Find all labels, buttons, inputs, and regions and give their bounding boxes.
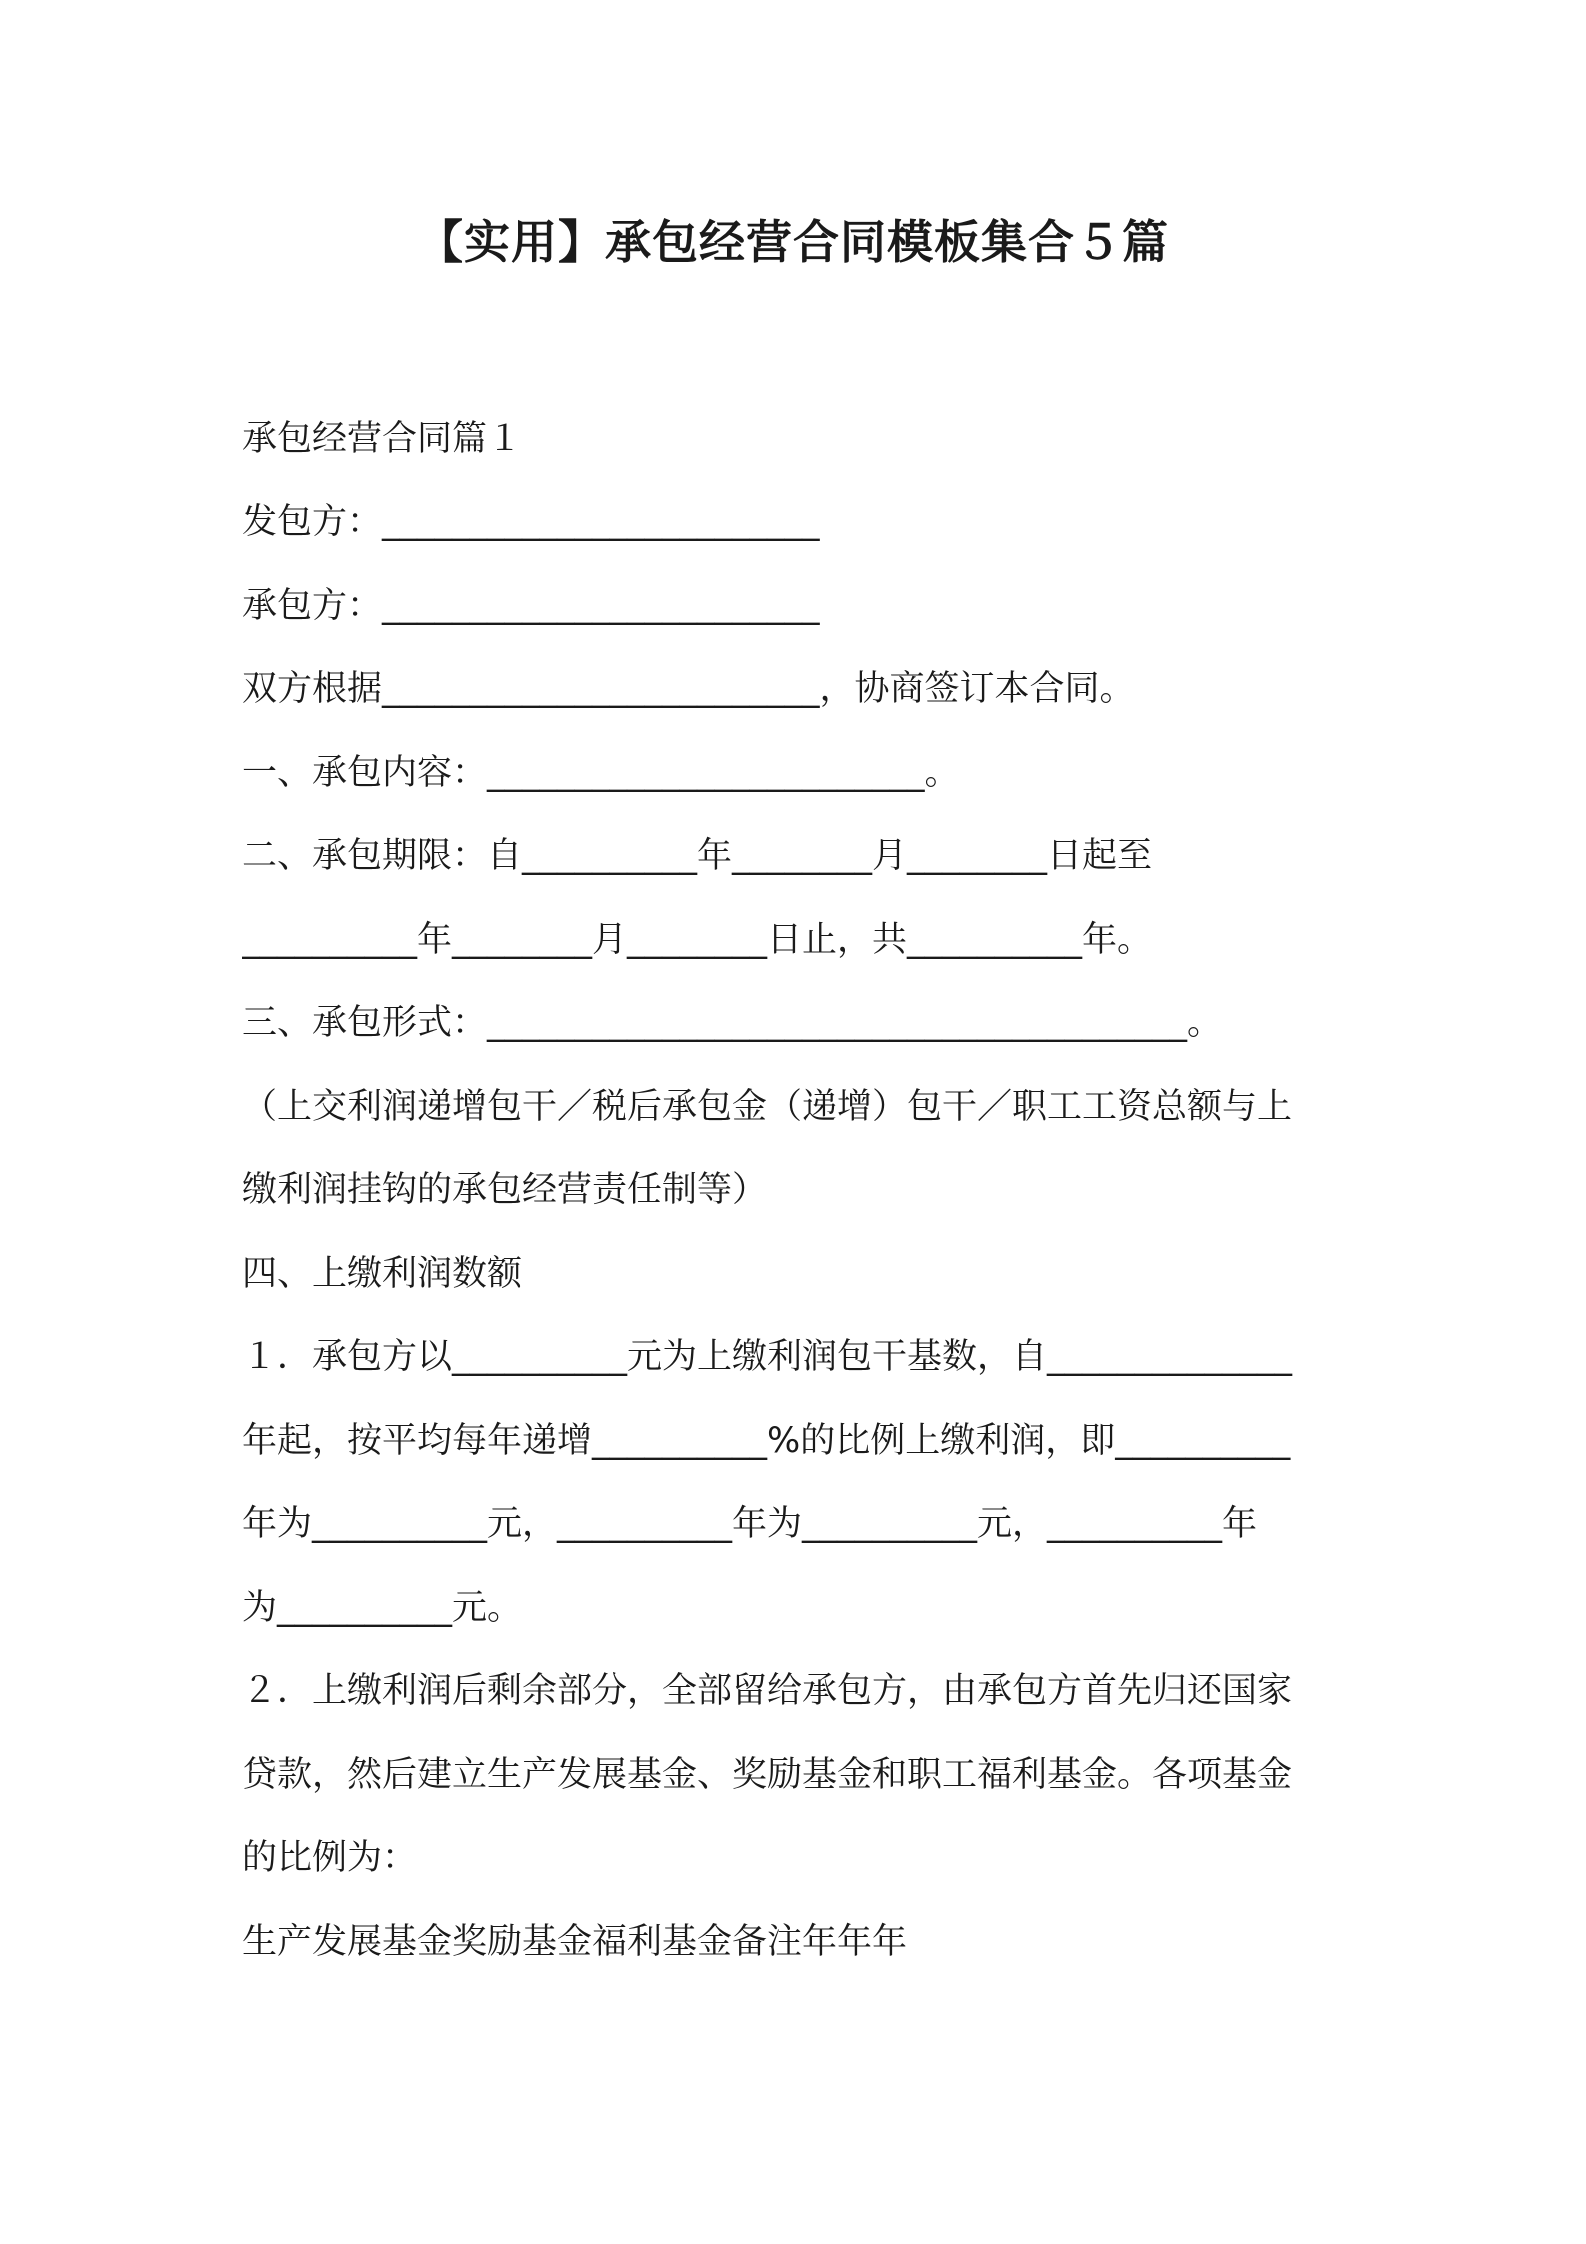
party-b-line: 承包方：_________________________	[242, 586, 820, 626]
clause-4-item-1-c: 年为__________元，__________年为__________元，__________年	[242, 1504, 1258, 1544]
fund-table-header: 生产发展基金奖励基金福利基金备注年年年	[242, 1922, 908, 1962]
clause-4-item-2-c: 的比例为：	[242, 1838, 418, 1878]
basis-line: 双方根据_________________________，协商签订本合同。	[242, 669, 1135, 709]
clause-2-term-b: __________年________月________日止，共__________年。	[242, 920, 1153, 960]
section-heading-1: 承包经营合同篇１	[242, 419, 523, 459]
clause-4-heading: 四、上缴利润数额	[242, 1254, 523, 1294]
clause-4-item-1-b: 年起，按平均每年递增__________%的比例上缴利润，即__________	[242, 1421, 1291, 1461]
clause-3-note-b: 缴利润挂钩的承包经营责任制等）	[242, 1170, 768, 1210]
clause-3-note-a: （上交利润递增包干／税后承包金（递增）包干／职工工资总额与上	[242, 1087, 1293, 1127]
party-a-line: 发包方：_________________________	[242, 502, 820, 542]
clause-4-item-1-d: 为__________元。	[242, 1588, 523, 1628]
document-title: 【实用】承包经营合同模板集合５篇	[417, 215, 1169, 269]
clause-4-item-1-a: １．承包方以__________元为上缴利润包干基数，自______________	[242, 1337, 1293, 1377]
clause-2-term-a: 二、承包期限：自__________年________月________日起至	[242, 836, 1153, 876]
clause-4-item-2-b: 贷款，然后建立生产发展基金、奖励基金和职工福利基金。各项基金	[242, 1755, 1293, 1795]
clause-1-content: 一、承包内容：_________________________。	[242, 753, 960, 793]
clause-4-item-2-a: ２．上缴利润后剩余部分，全部留给承包方，由承包方首先归还国家	[242, 1671, 1293, 1711]
clause-3-form: 三、承包形式：________________________________________。	[242, 1003, 1223, 1043]
